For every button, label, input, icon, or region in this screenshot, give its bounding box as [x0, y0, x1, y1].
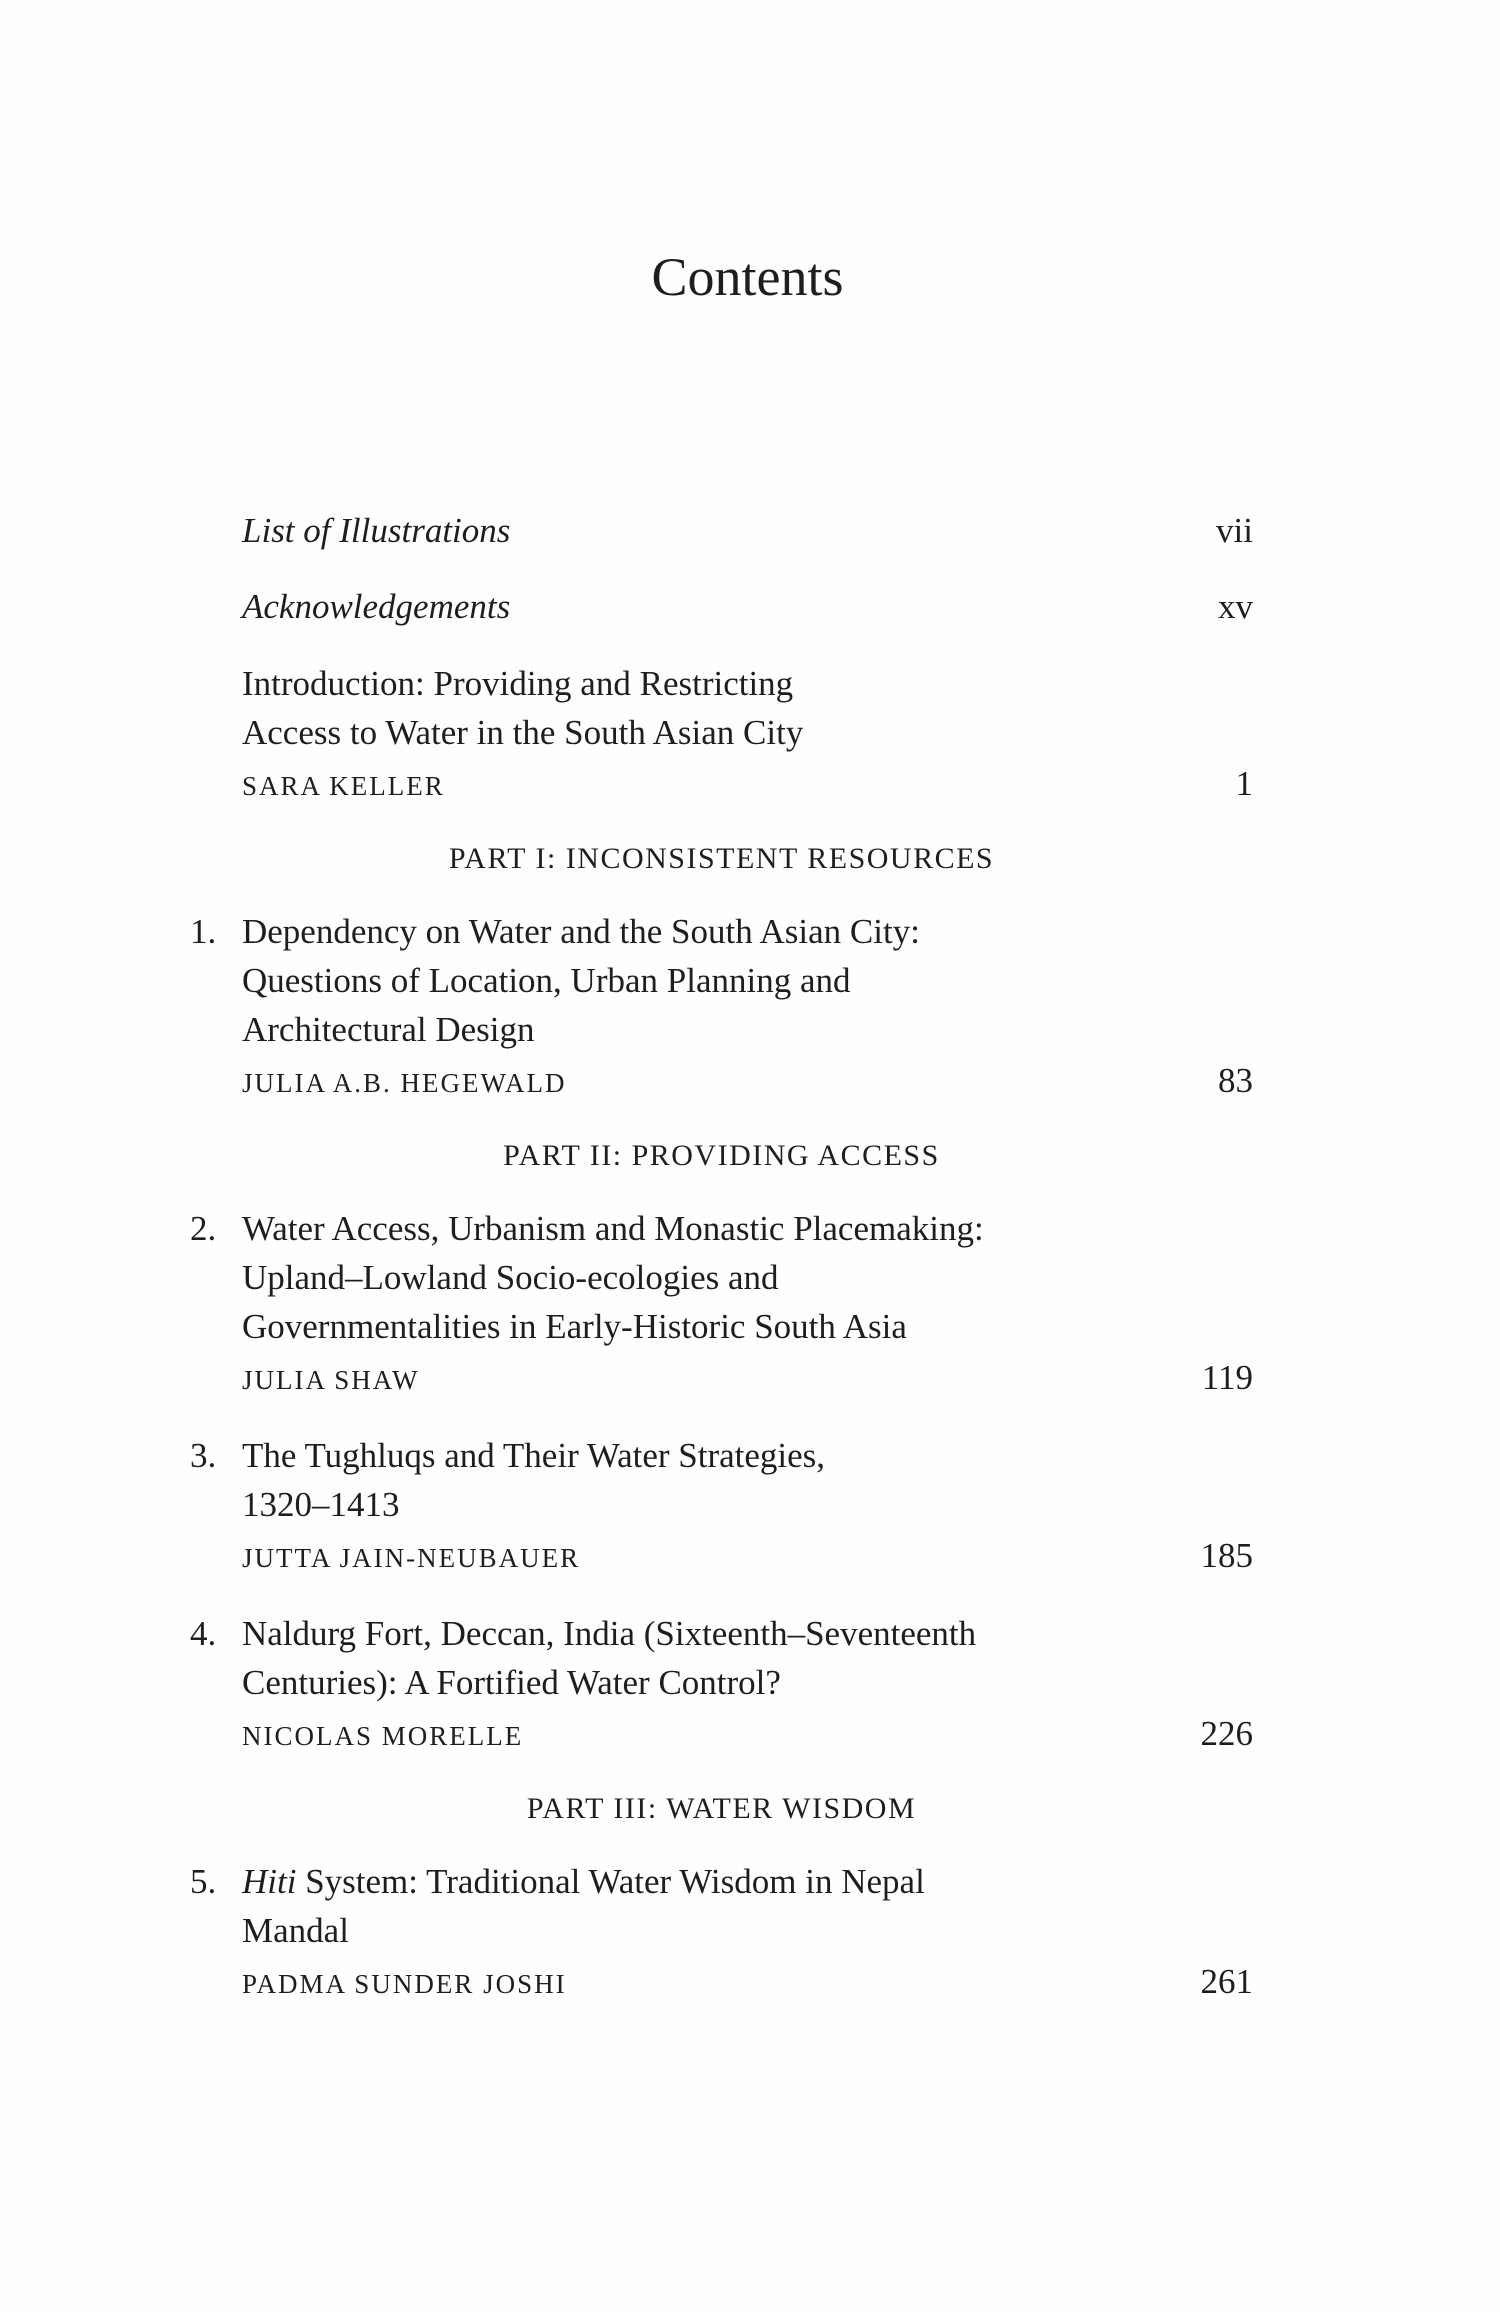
entry-title-line: Introduction: Providing and Restricting	[242, 664, 794, 704]
toc-page-number: xv	[1218, 587, 1253, 627]
toc-entry-chapter-2	[190, 1204, 1253, 1403]
entry-title-line: Architectural Design	[242, 1010, 535, 1050]
entry-title-text: System: Traditional Water Wisdom in Nepal	[296, 1862, 925, 1902]
toc-page-number: 1	[1235, 764, 1253, 804]
entry-author: PADMA SUNDER JOSHI	[242, 1969, 567, 2000]
toc-entry-title: Acknowledgements	[242, 587, 511, 627]
entry-title-line: 1320–1413	[242, 1485, 400, 1525]
chapter-number: 1.	[190, 912, 217, 952]
part-heading: PART I: INCONSISTENT RESOURCES	[448, 842, 995, 876]
entry-title-line: Questions of Location, Urban Planning and	[242, 961, 851, 1001]
chapter-number: 3.	[190, 1436, 217, 1476]
chapter-number: 5.	[190, 1862, 217, 1902]
toc-front-matter-row	[190, 583, 1253, 631]
entry-title-line: Governmentalities in Early-Historic South Asia	[242, 1307, 907, 1347]
entry-title-line: Access to Water in the South Asian City	[242, 713, 804, 753]
entry-author: JULIA A.B. HEGEWALD	[242, 1068, 567, 1099]
entry-title-italic-term: Hiti	[242, 1862, 297, 1902]
entry-title-line: Dependency on Water and the South Asian City:	[242, 912, 920, 952]
toc-front-matter-row	[190, 507, 1253, 555]
toc-page-number: 226	[1200, 1714, 1253, 1754]
toc-page-number: 83	[1218, 1061, 1253, 1101]
toc-page-number: 119	[1201, 1358, 1253, 1398]
entry-title-line: Centuries): A Fortified Water Control?	[242, 1663, 781, 1703]
entry-title-line: Naldurg Fort, Deccan, India (Sixteenth–Seventeenth	[242, 1614, 977, 1654]
entry-author: SARA KELLER	[242, 771, 445, 802]
toc-page-number: 261	[1200, 1962, 1253, 2002]
toc-entry-chapter-5	[190, 1857, 1253, 2007]
chapter-number: 4.	[190, 1614, 217, 1654]
toc-page-number: 185	[1200, 1536, 1253, 1576]
entry-author: JULIA SHAW	[242, 1365, 420, 1396]
entry-title-line: The Tughluqs and Their Water Strategies,	[242, 1436, 826, 1476]
entry-author: NICOLAS MORELLE	[242, 1721, 524, 1752]
entry-byline	[242, 1355, 1253, 1403]
toc-entry-introduction	[190, 659, 1253, 809]
entry-title-line: Water Access, Urbanism and Monastic Placemaking:	[242, 1209, 984, 1249]
entry-byline	[242, 1959, 1253, 2007]
toc-entry-title: List of Illustrations	[242, 511, 511, 551]
entry-title-line: Upland–Lowland Socio-ecologies and	[242, 1258, 779, 1298]
toc-entry-chapter-3	[190, 1431, 1253, 1581]
table-of-contents	[190, 0, 1253, 2007]
chapter-number: 2.	[190, 1209, 217, 1249]
entry-title-line	[242, 1857, 1253, 1906]
entry-title-line: Mandal	[242, 1911, 349, 1951]
toc-entry-chapter-1	[190, 907, 1253, 1106]
entry-byline	[242, 1058, 1253, 1106]
part-heading: PART III: WATER WISDOM	[526, 1792, 917, 1826]
toc-page-number: vii	[1216, 511, 1253, 551]
entry-byline	[242, 1533, 1253, 1581]
part-heading: PART II: PROVIDING ACCESS	[503, 1139, 940, 1173]
entry-byline	[242, 761, 1253, 809]
page-title: Contents	[651, 247, 844, 307]
entry-byline	[242, 1711, 1253, 1759]
toc-entry-chapter-4	[190, 1609, 1253, 1759]
entry-author: JUTTA JAIN-NEUBAUER	[242, 1543, 581, 1574]
